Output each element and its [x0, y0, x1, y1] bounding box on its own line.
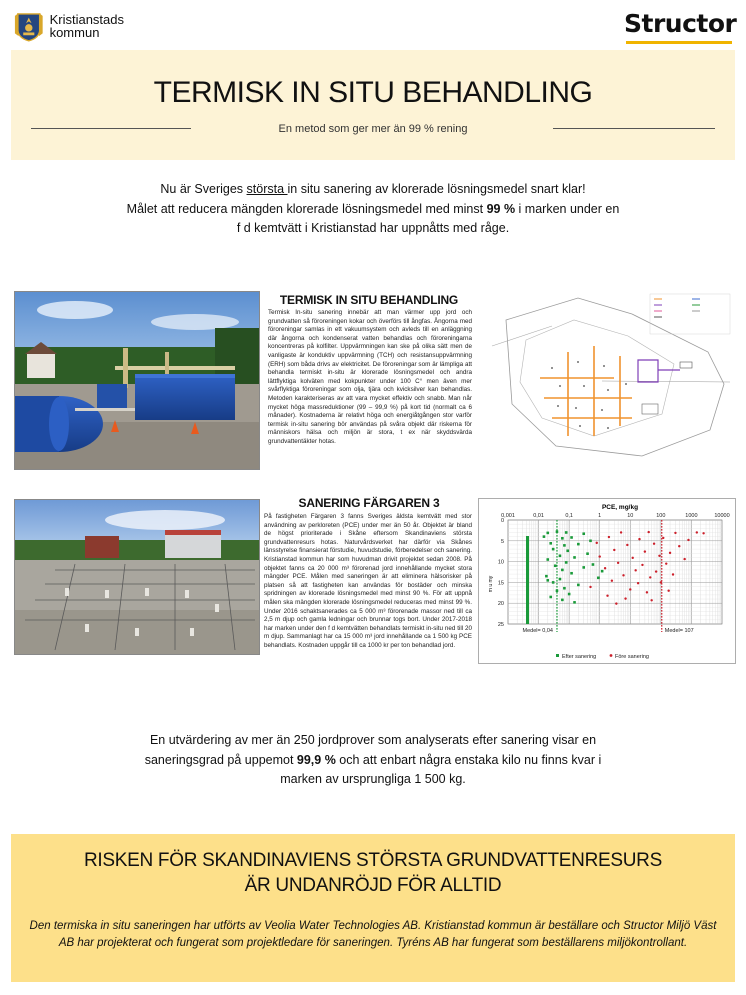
- chart-point-before: [655, 570, 657, 572]
- structor-logo-underline: [626, 41, 732, 44]
- intro-underlined-word: största: [246, 182, 288, 196]
- chart-point-before: [629, 588, 631, 590]
- chart-point-before: [665, 562, 667, 564]
- chart-point-after: [549, 542, 552, 545]
- evaluation-line-1: En utvärdering av mer än 250 jordprover som analyserats efter sanering visar en: [149, 733, 597, 747]
- chart-point-after: [561, 537, 564, 540]
- chart-point-after: [565, 531, 568, 534]
- chart-y-tick-label: 20: [497, 601, 504, 608]
- chart-point-after: [577, 543, 580, 546]
- intro-line-2: [60, 200, 686, 220]
- chart-x-tick-label: 100: [656, 513, 666, 519]
- treatment-plant-photo: [14, 291, 260, 470]
- chart-point-after: [552, 581, 555, 584]
- chart-x-tick-label: 0,1: [565, 513, 573, 519]
- chart-point-after: [561, 569, 564, 572]
- page-subtitle: En metod som ger mer än 99 % rening: [278, 123, 468, 135]
- after-depth-bar: [526, 536, 529, 624]
- excavation-site-photo: [14, 499, 260, 655]
- chart-y-tick-label: 25: [497, 622, 504, 628]
- chart-point-before: [696, 531, 698, 533]
- banner-credits: Den termiska in situ saneringen har utförts av Veolia Water Technologies AB. Kristianstad kommun är beställare och Structor Miljö Väst AB har projekterat och fungerat som projektledare för saneringen. Tyréns AB har fungerat som beställarens miljökontrollant.: [29, 920, 717, 949]
- hero-banner: [11, 50, 735, 160]
- chart-point-before: [634, 569, 636, 571]
- chart-point-before: [615, 602, 617, 604]
- section-fargaren-body: På fastigheten Färgaren 3 fanns Sveriges äldsta kemtvätt med stor användning av perkloreten (PCE) under mer än 50 år. Objektet är bland de högst prioriterade i Skåne eftersom Skandinaviens största grundvattenresurs hotas. Naturvårdsverket har därför via Skånes länsstyrelse finansierat förstudie, huvudstudie, förberedelser och sanering. Kristianstad kommun har som huvudman drivit projektet sedan 2008. På objektet fanns ca 20 000 m³ förorenad jord innehållande mycket stora mängder PCE. Målen med saneringen är att eliminera hälsorisker på platsen så att fastigheten kan användas för bostäder och minska spridningen av klorerade lösningsmedel med minst 90 %. För att uppnå målen ska mängden klorerade lösningsmedel reduceras med minst 99 %. Under 2016 schaktsanerades ca 5 000 m³ förorenade massor ned till ca 2,5 m djup och gamla ledningar och brunnar togs bort. Under 2017-2018 har marken under den f d kemtvätten behandlats termiskt in-situ ned till 20 m djup. Sammanlagt har ca 15 000 m³ jord innehållande ca 1 500 kg PCE behandlats. Kostnaden uppgår till ca 1000 kr per ton behandlad jord.: [264, 513, 472, 649]
- chart-point-after: [582, 532, 585, 535]
- chart-point-before: [687, 539, 689, 541]
- chart-point-after: [570, 572, 573, 575]
- chart-x-tick-label: 1: [598, 513, 602, 519]
- chart-point-after: [577, 584, 580, 587]
- chart-x-tick-label: 1000: [685, 513, 698, 519]
- chart-point-after: [586, 552, 589, 555]
- chart-y-tick-label: 15: [497, 580, 504, 587]
- banner-title-line-2: ÄR UNDANRÖJD FÖR ALLTID: [244, 875, 502, 896]
- municipality-name-line2: kommun: [49, 25, 100, 40]
- evaluation-line-2b: och att enbart några enstaka kilo nu finns kvar i: [335, 752, 602, 767]
- conclusion-banner: [11, 834, 735, 982]
- legend-label-after: Efter sanering: [562, 654, 597, 660]
- chart-point-after: [554, 564, 557, 567]
- subtitle-rule-right: [553, 128, 715, 129]
- chart-point-after: [559, 578, 562, 581]
- chart-point-before: [683, 558, 685, 560]
- chart-point-after: [561, 599, 564, 602]
- chart-x-tick-label: 10: [627, 513, 634, 519]
- chart-point-after: [601, 570, 604, 573]
- chart-point-after: [573, 556, 576, 559]
- chart-point-before: [660, 581, 662, 583]
- banner-title-line-1: RISKEN FÖR SKANDINAVIENS STÖRSTA GRUNDVATTENRESURS: [84, 850, 662, 871]
- structor-logo: [624, 9, 737, 46]
- chart-x-tick-label: 0,001: [501, 513, 515, 519]
- legend-label-before: Före sanering: [615, 654, 649, 660]
- chart-y-tick-label: 0: [500, 518, 504, 524]
- chart-point-after: [570, 536, 573, 539]
- chart-point-before: [672, 573, 674, 575]
- intro-line-2a: Målet att reducera mängden klorerade lösningsmedel med minst: [126, 201, 487, 216]
- chart-point-after: [546, 532, 549, 535]
- chart-point-before: [669, 552, 671, 554]
- chart-point-before: [641, 564, 643, 566]
- pce-depth-chart-svg: [478, 498, 736, 664]
- chart-x-tick-label: 10000: [714, 513, 730, 519]
- page-title: TERMISK IN SITU BEHANDLING: [153, 76, 593, 109]
- municipality-name: [50, 13, 124, 39]
- pce-depth-chart: [478, 498, 736, 664]
- chart-point-before: [611, 580, 613, 582]
- legend-marker-after: [556, 654, 559, 657]
- chart-point-before: [613, 549, 615, 551]
- chart-x-tick-label: 0,01: [533, 513, 544, 519]
- chart-point-before: [606, 595, 608, 597]
- chart-point-before: [644, 550, 646, 552]
- chart-y-tick-label: 10: [497, 559, 504, 566]
- intro-text: [60, 180, 686, 239]
- chart-point-after: [563, 587, 566, 590]
- chart-point-after: [589, 540, 592, 543]
- chart-point-before: [608, 536, 610, 538]
- chart-point-after: [592, 563, 595, 566]
- chart-point-after: [552, 548, 555, 551]
- intro-line-1a: Nu är Sveriges: [160, 182, 247, 196]
- intro-line-2b: i marken under en: [515, 201, 620, 216]
- chart-point-after: [559, 554, 562, 557]
- chart-point-after: [546, 558, 549, 561]
- chart-point-before: [678, 545, 680, 547]
- municipality-name-line1: Kristianstads: [49, 12, 124, 27]
- chart-point-after: [582, 566, 585, 569]
- evaluation-bold-percent: 99,9 %: [296, 752, 336, 767]
- chart-point-before: [649, 576, 651, 578]
- chart-point-after: [565, 561, 568, 564]
- chart-point-before: [650, 599, 652, 601]
- chart-point-before: [647, 531, 649, 533]
- chart-point-before: [632, 557, 634, 559]
- chart-point-before: [624, 597, 626, 599]
- site-plan-drawing: [482, 286, 736, 472]
- chart-point-before: [637, 582, 639, 584]
- chart-point-before: [646, 591, 648, 593]
- chart-y-tick-label: 5: [500, 538, 504, 545]
- chart-x-axis-label: PCE, mg/kg: [601, 504, 639, 511]
- intro-line-1: [60, 180, 686, 200]
- chart-point-before: [626, 544, 628, 546]
- evaluation-line-2a: saneringsgrad på uppemot: [144, 752, 297, 767]
- evaluation-line-2: [86, 751, 660, 771]
- chart-point-after: [543, 535, 546, 538]
- chart-point-before: [674, 532, 676, 534]
- banner-title: [11, 848, 735, 898]
- chart-point-before: [638, 538, 640, 540]
- section-fargaren-title: SANERING FÄRGAREN 3: [298, 496, 440, 510]
- evaluation-line-3: marken av ursprungliga 1 500 kg.: [280, 772, 466, 786]
- intro-line-3: f d kemtvätt i Kristianstad har uppnåtts med råge.: [236, 221, 510, 235]
- chart-point-before: [662, 537, 664, 539]
- chart-point-after: [546, 579, 549, 582]
- evaluation-text: [86, 731, 660, 790]
- chart-point-before: [622, 574, 624, 576]
- chart-point-before: [653, 543, 655, 545]
- chart-point-before: [702, 532, 704, 534]
- structor-logo-text: Structor: [624, 9, 737, 38]
- chart-point-before: [617, 562, 619, 564]
- chart-point-before: [599, 555, 601, 557]
- chart-point-before: [596, 542, 598, 544]
- chart-point-before: [667, 590, 669, 592]
- legend-marker-before: [610, 654, 613, 657]
- chart-point-after: [568, 593, 571, 596]
- chart-point-after: [573, 601, 576, 604]
- chart-point-before: [604, 567, 606, 569]
- chart-point-after: [597, 577, 600, 580]
- section-thermal-title: TERMISK IN SITU BEHANDLING: [279, 293, 459, 307]
- municipality-logo: [14, 8, 124, 44]
- chart-mean-label: Medel= 0,04: [522, 628, 553, 634]
- chart-point-after: [556, 589, 559, 592]
- chart-point-after: [563, 544, 566, 547]
- chart-mean-label: Medel= 107: [664, 628, 694, 634]
- chart-point-after: [566, 549, 569, 552]
- intro-line-1b: in situ sanering av klorerade lösningsmedel snart klar!: [287, 182, 586, 196]
- intro-bold-percent: 99 %: [486, 201, 516, 216]
- chart-y-axis-label: m u my: [488, 575, 494, 593]
- chart-point-after: [545, 575, 548, 578]
- crest-icon: [14, 9, 44, 43]
- chart-point-before: [589, 586, 591, 588]
- section-thermal-body: Termisk In-situ sanering innebär att man värmer upp jord och grundvatten så föroreningen kokar och överförs till ångfas. Ångorna med föroreningar samlas in ett vakuumsystem och avleds till en anläggning där ångorna och kondenserat vatten behandlas och föroreningarna koncentreras på kolfilter. Uppvärmningen kan ske på olika sätt men de vanligaste är konduktiv uppvärmning (TCH) och resistansuppvärmning (ERH) som båda drivs av elektricitet. De föroreningar som är lämpliga att behandla termiskt in-situ är klorerade lösningsmedel och andra lättflyktiga kolväten med kokpunkter under 100 C° men även mer svårflyktiga föroreningar som olja, tjära och kvicksilver kan behandlas. Metoden karakteriseras av att vara mycket effektiv och snabb. Man når mycket höga massreduktioner (99 – 99,9 %) på kort tid (normalt ca 6 månader). Kostnaderna är relativt höga och energiåtgången stor varför termisk in-situ sanering bör användas på svåra objekt där riskerna för människors hälsa och miljön är stora, t ex när skyddsvärda grundvattentäkter hotas.: [268, 309, 472, 445]
- chart-point-after: [549, 596, 552, 599]
- chart-point-after: [556, 530, 559, 533]
- chart-point-before: [620, 531, 622, 533]
- chart-point-before: [658, 555, 660, 557]
